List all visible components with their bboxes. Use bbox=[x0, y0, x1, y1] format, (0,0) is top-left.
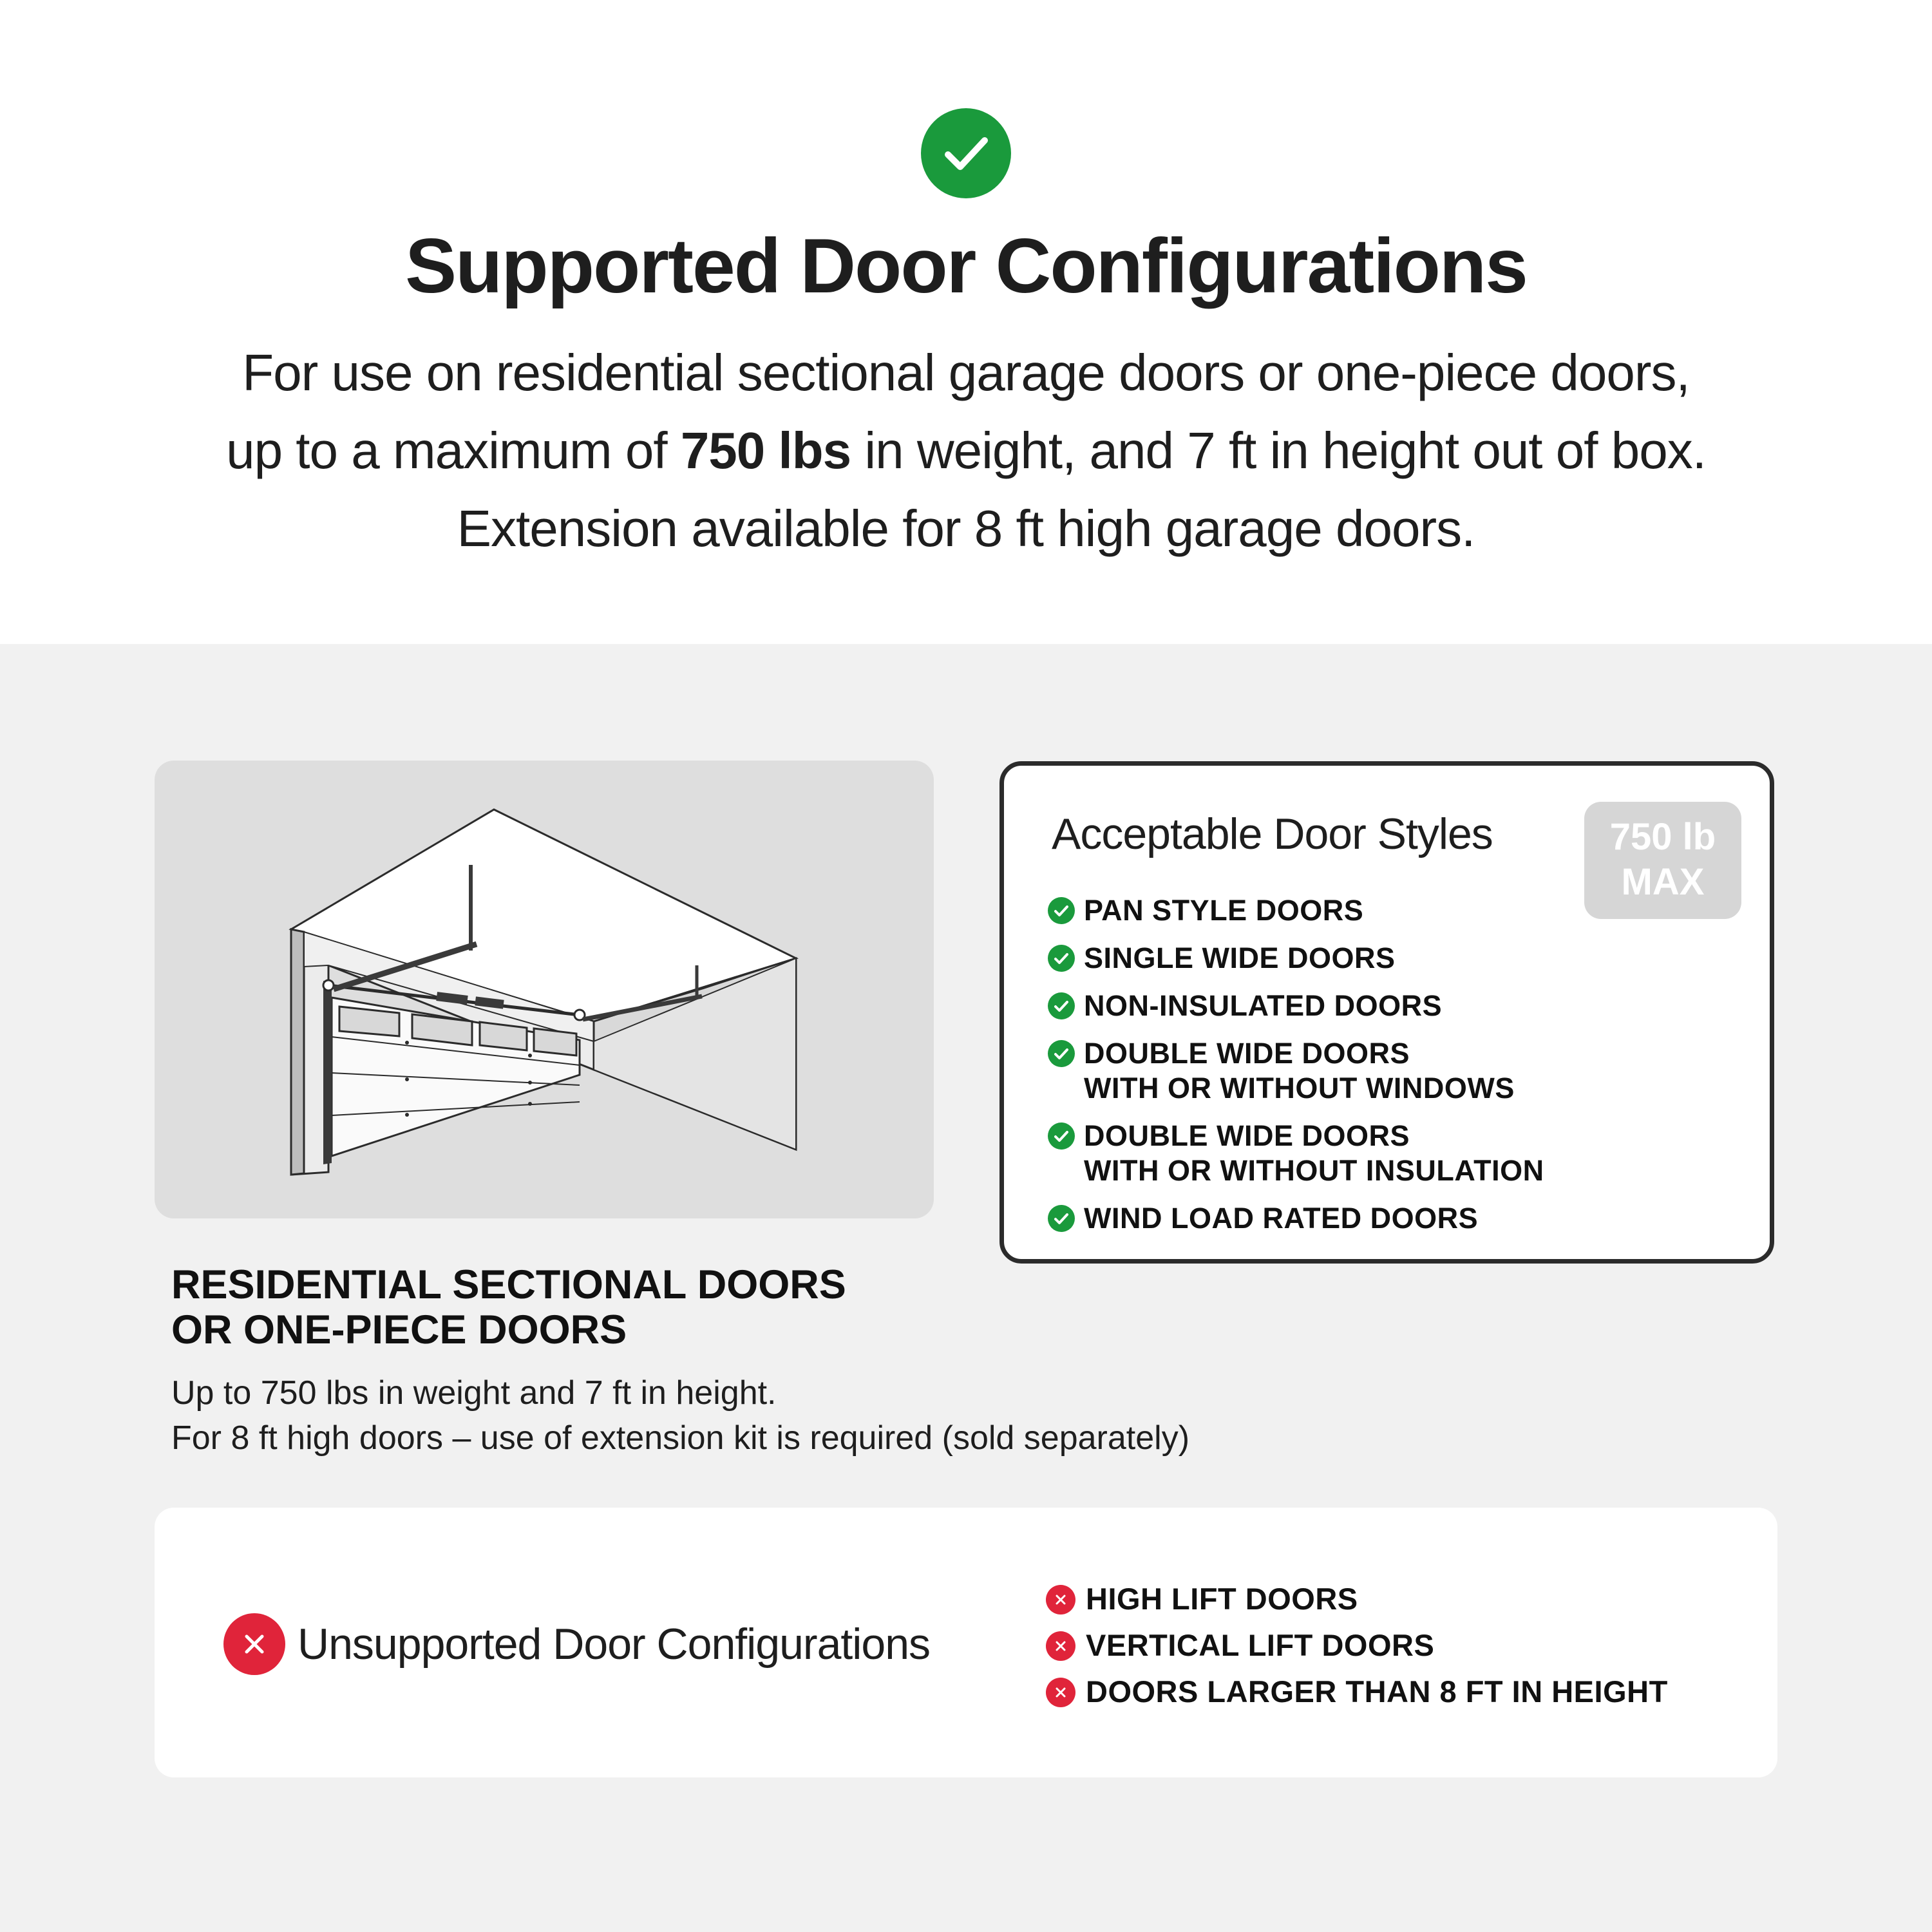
max-weight-value: 750 lb bbox=[1609, 816, 1716, 858]
list-item: SINGLE WIDE DOORS bbox=[1048, 941, 1756, 976]
check-circle-icon bbox=[921, 108, 1011, 198]
list-item: DOUBLE WIDE DOORS WITH OR WITHOUT INSULATION bbox=[1048, 1119, 1756, 1188]
intro-line-1: For use on residential sectional garage doors or one-piece doors, bbox=[242, 344, 1690, 401]
x-circle-icon bbox=[1046, 1631, 1075, 1661]
list-item: DOORS LARGER THAN 8 FT IN HEIGHT bbox=[1046, 1672, 1754, 1711]
list-item: VERTICAL LIFT DOORS bbox=[1046, 1626, 1754, 1665]
header-section bbox=[0, 0, 1932, 644]
residential-desc-line-2: For 8 ft high doors – use of extension kit is required (sold separately) bbox=[171, 1419, 1190, 1457]
intro-text bbox=[129, 334, 1803, 567]
check-circle-icon bbox=[1048, 1205, 1075, 1232]
check-circle-icon bbox=[1048, 1122, 1075, 1150]
x-circle-icon bbox=[1046, 1678, 1075, 1707]
list-item: WIND LOAD RATED DOORS bbox=[1048, 1201, 1756, 1236]
garage-door-illustration bbox=[155, 761, 934, 1218]
check-circle-icon bbox=[1048, 1040, 1075, 1067]
check-circle-icon bbox=[1048, 992, 1075, 1019]
unsupported-title: Unsupported Door Configurations bbox=[298, 1620, 931, 1669]
unsupported-configurations-card bbox=[155, 1508, 1777, 1777]
page-title: Supported Door Configurations bbox=[405, 223, 1527, 309]
residential-desc-line-1: Up to 750 lbs in weight and 7 ft in height. bbox=[171, 1374, 777, 1412]
x-circle-icon bbox=[223, 1613, 285, 1675]
list-item: PAN STYLE DOORS bbox=[1048, 893, 1756, 928]
list-item: DOUBLE WIDE DOORS WITH OR WITHOUT WINDOWS bbox=[1048, 1036, 1756, 1106]
intro-line-3: Extension available for 8 ft high garage doors. bbox=[457, 500, 1475, 557]
check-circle-icon bbox=[1048, 897, 1075, 924]
weight-limit: 750 lbs bbox=[680, 422, 851, 479]
x-circle-icon bbox=[1046, 1585, 1075, 1615]
acceptable-styles-title: Acceptable Door Styles bbox=[1052, 810, 1493, 858]
acceptable-door-styles-card bbox=[999, 761, 1774, 1264]
residential-heading: RESIDENTIAL SECTIONAL DOORS OR ONE-PIECE DOORS bbox=[171, 1262, 846, 1352]
check-circle-icon bbox=[1048, 945, 1075, 972]
list-item: HIGH LIFT DOORS bbox=[1046, 1580, 1754, 1618]
unsupported-list bbox=[1046, 1580, 1754, 1719]
max-weight-label: MAX bbox=[1621, 861, 1705, 903]
acceptable-styles-list bbox=[1048, 893, 1756, 1249]
intro-line-2: up to a maximum of 750 lbs in weight, and 7 ft in height out of box. bbox=[226, 422, 1706, 479]
garage-illustration-panel bbox=[155, 761, 934, 1218]
list-item: NON-INSULATED DOORS bbox=[1048, 989, 1756, 1023]
